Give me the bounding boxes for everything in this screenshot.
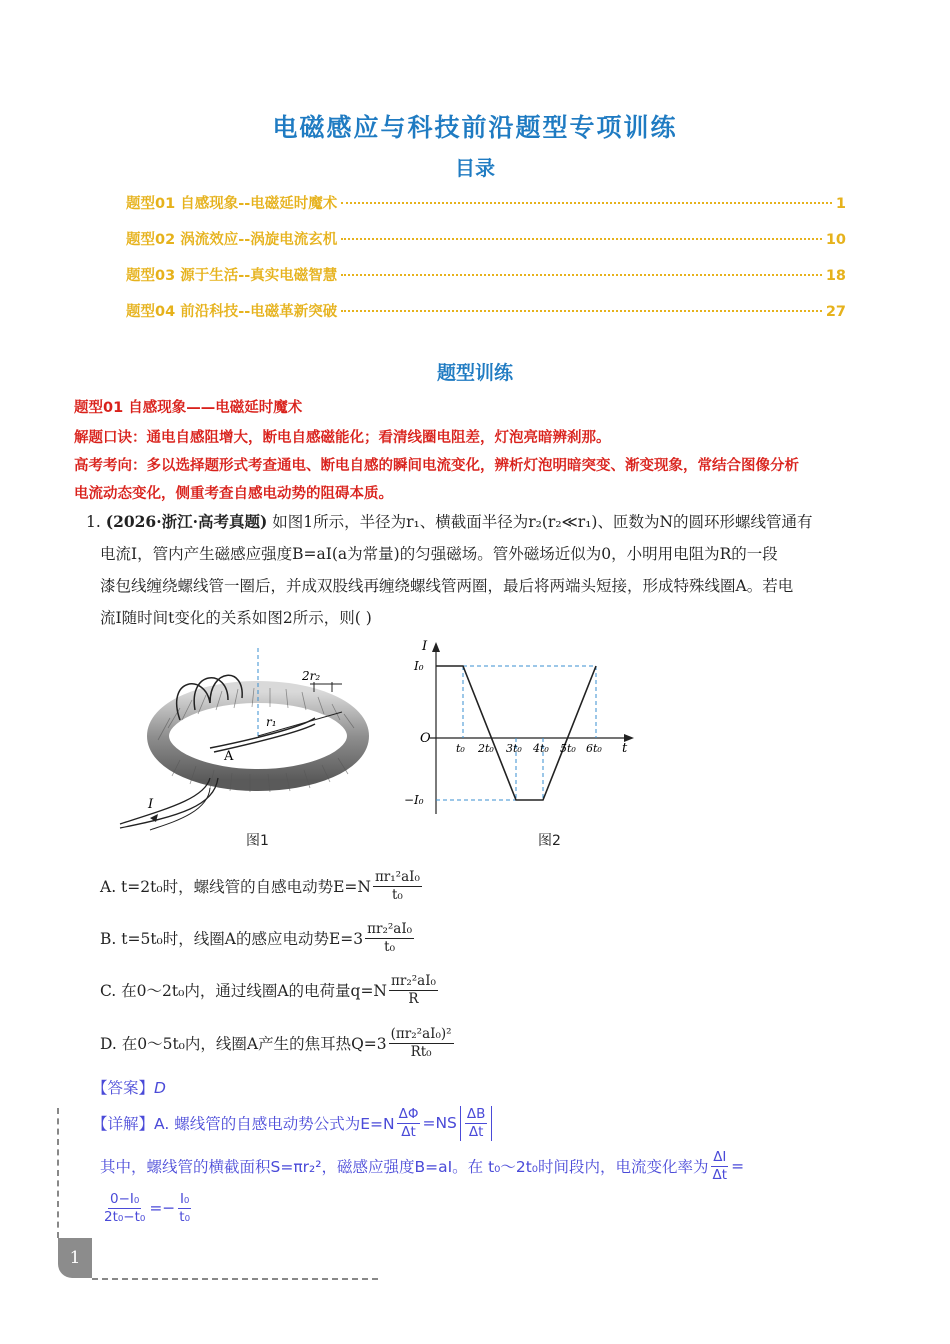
toc-item-page: 10 (825, 232, 846, 248)
toc-item-page: 18 (825, 268, 846, 284)
label-coil-a: A (224, 749, 234, 764)
explanation-label: 【详解】 (92, 1115, 155, 1133)
tick-2t0: 2t₀ (478, 742, 494, 755)
option-a-fraction: $\frac{\text{πr₁²aI₀}}{\text{t₀}}$ (374, 868, 420, 903)
figure-2-current-graph (390, 640, 640, 820)
toc-leader (341, 238, 822, 240)
figure-1-caption: 图1 (246, 833, 269, 849)
toc-item-4[interactable] (126, 300, 846, 321)
fraction-db-dt: $\frac{\Delta B}{\Delta t}$ (466, 1105, 486, 1140)
toc-item-label: 题型03 源于生活--真实电磁智慧 (126, 268, 338, 284)
label-r1: r₁ (266, 715, 277, 729)
option-b-fraction: $\frac{\text{πr₂²aI₀}}{\text{t₀}}$ (367, 920, 413, 955)
question-text: 如图1所示，半径为r₁、横截面半径为r₂(r₂≪r₁)、匝数为N的圆环形螺线管通有 (272, 513, 813, 531)
origin-label: O (420, 731, 431, 746)
question-number: 1. (86, 513, 101, 531)
question-line-3: 漆包线缠绕螺线管一圈后，并成双股线再缠绕螺线管两圈，最后将两端头短接，形成特殊线圈A。若电 (100, 577, 794, 595)
figure-2-caption: 图2 (538, 833, 561, 849)
toc-item-1[interactable] (126, 192, 846, 213)
answer-value: D (154, 1079, 166, 1097)
toc-leader (341, 274, 822, 276)
fraction-rate: $\frac{\text{0−I₀}}{\text{2t₀−t₀}}$ (104, 1190, 146, 1225)
question-stem (86, 506, 886, 634)
fraction-dphi-dt: $\frac{\Delta\Phi}{\Delta t}$ (398, 1105, 419, 1140)
toc-heading: 目录 (455, 156, 495, 180)
section-heading: 题型训练 (436, 362, 513, 384)
axis-t-label: t (622, 741, 628, 756)
toc-leader (341, 202, 832, 204)
tick-4t0: 4t₀ (533, 742, 549, 755)
figure-1-solenoid (110, 648, 380, 833)
exam-direction-line1: 高考考向：多以选择题形式考查通电、断电自感的瞬间电流变化，辨析灯泡明暗突变、渐变现象，常结合图像分析 (74, 458, 799, 474)
fraction-di-dt: $\frac{\Delta I}{\Delta t}$ (712, 1148, 728, 1183)
page-title: 电磁感应与科技前沿题型专项训练 (272, 113, 678, 142)
answer-line (92, 1076, 166, 1098)
explanation-line-1: 【详解】 A. 螺线管的自感电动势公式为E=N $\frac{\Delta\Phi}{\Delta t}$ =NS $\frac{\Delta B}{\Delta t}$ (92, 1102, 492, 1144)
tick-3t0: 3t₀ (506, 742, 522, 755)
fraction-result: $\frac{\text{I₀}}{\text{t₀}}$ (179, 1190, 191, 1225)
option-b[interactable] (100, 916, 416, 960)
option-a[interactable] (100, 864, 424, 908)
question-line-1 (86, 506, 886, 538)
option-b-text: B. t=5t₀时，线圈A的感应电动势E=3 (100, 930, 364, 948)
tick-5t0: 5t₀ (560, 742, 576, 755)
explanation-line-2: 其中，螺线管的横截面积S=πr₂²，磁感应强度B=aI。在 t₀～2t₀时间段内，电流变化率为 $\frac{\Delta I}{\Delta t}$ = (100, 1148, 745, 1183)
question-line-4: 流I随时间t变化的关系如图2所示，则( ) (100, 609, 372, 627)
type-title: 题型01 自感现象——电磁延时魔术 (74, 400, 303, 416)
page-number: 1 (58, 1238, 92, 1278)
neg-i0-label: −I₀ (404, 793, 424, 807)
option-d-fraction: $\frac{\text{(πr₂²aI₀)²}}{\text{Rt₀}}$ (390, 1025, 452, 1060)
explanation-line-3: $\frac{\text{0−I₀}}{\text{2t₀−t₀}}$ =− $\frac{\text{I₀}}{\text{t₀}}$ (104, 1190, 191, 1225)
i0-label: I₀ (414, 659, 424, 673)
option-c-text: C. 在0～2t₀内，通过线圈A的电荷量q=N (100, 982, 387, 1000)
toc-leader (341, 310, 822, 312)
current-curve (436, 666, 596, 800)
option-c-fraction: $\frac{\text{πr₂²aI₀}}{R}$ (391, 972, 436, 1007)
toc-item-2[interactable] (126, 228, 846, 249)
abs-value (460, 1106, 493, 1141)
toc-item-label: 题型02 涡流效应--涡旋电流玄机 (126, 232, 338, 248)
exam-direction-line2: 电流动态变化，侧重考查自感电动势的阻碍本质。 (74, 486, 393, 502)
option-a-text: A. t=2t₀时，螺线管的自感电动势E=N (100, 878, 371, 896)
toc-item-page: 27 (825, 304, 846, 320)
solving-tip: 解题口诀：通电自感阻增大，断电自感磁能化；看清线圈电阻差，灯泡亮暗辨刹那。 (74, 430, 611, 446)
label-2r2: 2r₂ (302, 669, 321, 683)
question-line-2: 电流I，管内产生磁感应强度B=aI(a为常量)的匀强磁场。管外磁场近似为0，小明用电阻为R的一段 (100, 545, 778, 563)
toc-item-label: 题型04 前沿科技--电磁革新突破 (126, 304, 338, 320)
footer-horizontal-dash (92, 1278, 378, 1280)
toc-item-3[interactable] (126, 264, 846, 285)
tick-t0: t₀ (456, 742, 465, 755)
answer-label: 【答案】 (92, 1079, 155, 1097)
toc-item-label: 题型01 自感现象--电磁延时魔术 (126, 196, 338, 212)
toc-item-page: 1 (835, 196, 846, 212)
option-c[interactable] (100, 968, 440, 1012)
axis-i-label: I (422, 640, 428, 654)
question-source: (2026·浙江·高考真题) (105, 512, 268, 531)
label-current: I (148, 797, 154, 812)
footer-vertical-dash (57, 1108, 59, 1238)
tick-6t0: 6t₀ (586, 742, 602, 755)
option-d[interactable] (100, 1020, 456, 1066)
option-d-text: D. 在0～5t₀内，线圈A产生的焦耳热Q=3 (100, 1035, 387, 1053)
